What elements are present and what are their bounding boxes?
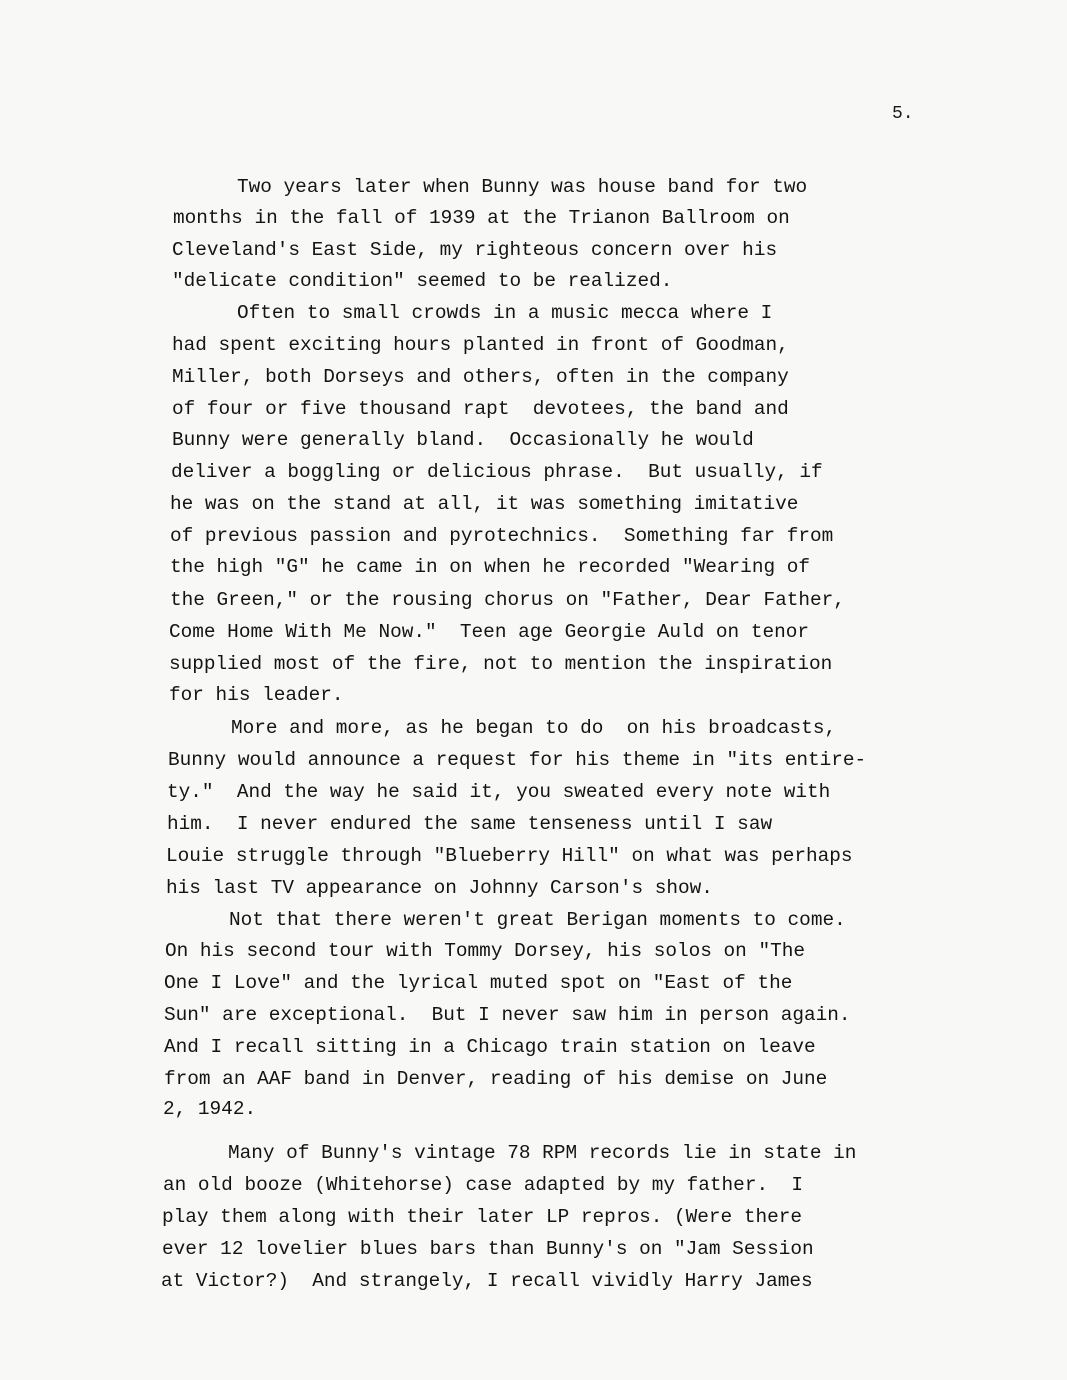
- text-line: of four or five thousand rapt devotees, the band and: [172, 398, 789, 420]
- text-line: deliver a boggling or delicious phrase. But usually, if: [171, 461, 823, 483]
- text-line: Not that there weren't great Berigan moments to come.: [229, 909, 846, 931]
- text-line: months in the fall of 1939 at the Trianon Ballroom on: [173, 207, 790, 229]
- text-line: play them along with their later LP repros. (Were there: [162, 1206, 802, 1228]
- text-line: More and more, as he began to do on his broadcasts,: [231, 717, 837, 739]
- text-line: ever 12 lovelier blues bars than Bunny's on "Jam Session: [162, 1238, 814, 1260]
- text-line: Cleveland's East Side, my righteous concern over his: [172, 239, 778, 261]
- text-line: Louie struggle through "Blueberry Hill" on what was perhaps: [166, 845, 853, 867]
- text-line: Bunny were generally bland. Occasionally he would: [172, 429, 754, 451]
- text-line: Often to small crowds in a music mecca where I: [237, 302, 773, 324]
- text-line: ty." And the way he said it, you sweated every note with: [167, 781, 831, 803]
- text-line: he was on the stand at all, it was something imitative: [170, 493, 799, 515]
- text-line: his last TV appearance on Johnny Carson's show.: [166, 877, 713, 899]
- text-line: Miller, both Dorseys and others, often in the company: [172, 366, 789, 388]
- text-line: the Green," or the rousing chorus on "Father, Dear Father,: [170, 589, 845, 611]
- text-line: Sun" are exceptional. But I never saw him in person again.: [164, 1004, 851, 1026]
- text-line: him. I never endured the same tenseness until I saw: [167, 813, 773, 835]
- text-line: had spent exciting hours planted in front of Goodman,: [172, 334, 789, 356]
- text-line: for his leader.: [169, 684, 344, 706]
- text-line: And I recall sitting in a Chicago train station on leave: [164, 1036, 816, 1058]
- text-line: from an AAF band in Denver, reading of his demise on June: [164, 1068, 828, 1090]
- text-line: On his second tour with Tommy Dorsey, his solos on "The: [165, 940, 805, 962]
- text-line: at Victor?) And strangely, I recall vividly Harry James: [161, 1270, 813, 1292]
- text-line: One I Love" and the lyrical muted spot on "East of the: [164, 972, 793, 994]
- text-line: the high "G" he came in on when he recorded "Wearing of: [170, 556, 810, 578]
- page-number: 5.: [892, 104, 914, 124]
- text-line: Bunny would announce a request for his theme in "its entire-: [168, 749, 867, 771]
- text-line: Many of Bunny's vintage 78 RPM records lie in state in: [228, 1142, 857, 1164]
- text-line: "delicate condition" seemed to be realized.: [172, 270, 673, 292]
- text-line: 2, 1942.: [163, 1098, 257, 1120]
- text-line: an old booze (Whitehorse) case adapted by my father. I: [163, 1174, 803, 1196]
- text-line: supplied most of the fire, not to mention the inspiration: [169, 653, 833, 675]
- text-line: Two years later when Bunny was house band for two: [237, 176, 808, 198]
- text-line: of previous passion and pyrotechnics. Something far from: [170, 525, 834, 547]
- text-line: Come Home With Me Now." Teen age Georgie Auld on tenor: [169, 621, 809, 643]
